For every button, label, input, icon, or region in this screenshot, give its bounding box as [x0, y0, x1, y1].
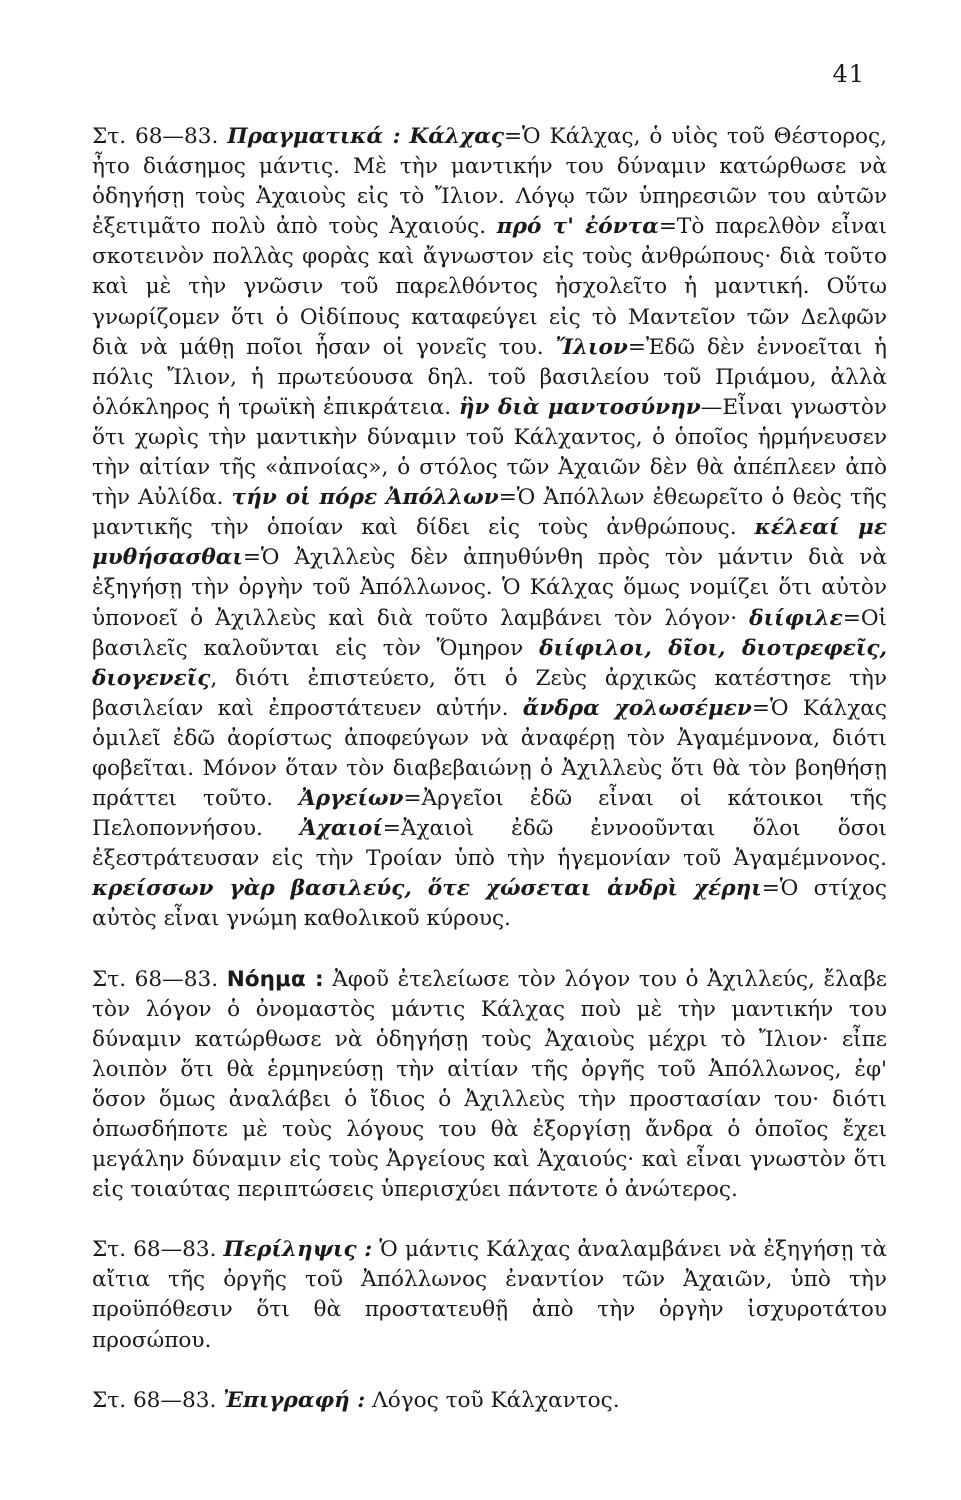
lemma-term: Ἀργείων — [298, 786, 404, 812]
lemma-term: διίφιλε — [749, 605, 843, 631]
lemma-term: κρείσσων γὰρ βασιλεύς, ὅτε χώσεται ἀνδρὶ χέρηι — [92, 876, 762, 902]
section-heading: Νόημα : — [226, 966, 324, 992]
body-text: , διότι ἐπιστεύετο, ὅτι ὁ Ζεὺς ἀρχικῶς κατέστησε τὴν βασιλείαν καὶ ἐπροστάτευεν αὐτήν. — [92, 665, 887, 721]
body-text: Στ. 68—83. — [92, 966, 227, 992]
body-text: Λόγος τοῦ Κάλχαντος. — [365, 1387, 620, 1413]
body-text: Ἀφοῦ ἐτελείωσε τὸν λόγον του ὁ Ἀχιλλεύς, ἔλαβε τὸν λόγον ὁ ὀνομαστὸς μάντις Κάλχας ποὺ μὲ τὴν μαντικήν του δύναμιν κατώρθωσε νὰ ὁδηγήσῃ τοὺς Ἀχαιοὺς μέχρι τὸ Ἴλιον· εἶπε λοιπὸν ὅτι θὰ ἑρμηνεύσῃ τὴν αἰτίαν τῆς ὀργῆς τοῦ Ἀπόλλωνος, ἐφ' ὅσον ὅμως ἀναλάβει ὁ ἴδιος ὁ Ἀχιλλεὺς τὴν προστασίαν του· διότι ὁπωσδήποτε μὲ τοὺς λόγους του θὰ ἐξοργίσῃ ἄνδρα ὁ ὁποῖος ἔχει μεγάλην δύναμιν εἰς τοὺς Ἀργείους καὶ Ἀχαιούς· καὶ εἶναι γνωστὸν ὅτι εἰς τοιαύτας περιπτώσεις ὑπερισχύει πάντοτε ὁ ἀνώτερος. — [92, 966, 887, 1203]
body-text: Ὁ μάντις Κάλχας ἀναλαμβάνει νὰ ἐξηγήσῃ τὰ αἴτια τῆς ὀργῆς τοῦ Ἀπόλλωνος ἐναντίον τῶν Ἀχαιῶν, ὑπὸ τὴν προϋπόθεσιν ὅτι θὰ προστατευθῇ ἀπὸ τὴν ὀργὴν ἰσχυροτάτου προσώπου. — [92, 1237, 887, 1353]
body-text: =Ὁ Ἀπόλλων ἐθεωρεῖτο ὁ θεὸς τῆς μαντικῆς τὴν ὁποίαν καὶ δίδει εἰς τοὺς ἀνθρώπους. — [92, 485, 887, 541]
paragraph-perilipsis — [92, 1235, 887, 1355]
lemma-term: Κάλχας — [409, 124, 504, 149]
section-heading: Πραγματικά : — [227, 124, 401, 149]
lemma-term: ἄνδρα χολωσέμεν — [522, 695, 752, 721]
page-number: 41 — [832, 60, 865, 88]
section-heading: Ἐπιγραφή : — [223, 1387, 366, 1413]
lemma-term: πρό τ' ἐόντα — [496, 214, 659, 240]
lemma-term: κέλεαί με μυθήσασθαι — [92, 515, 887, 571]
paragraph-epigrafi — [92, 1386, 887, 1416]
body-text: Στ. 68—83. — [92, 1387, 224, 1413]
paragraph-noima — [92, 965, 887, 1206]
body-text: =Τὸ παρελθὸν εἶναι σκοτεινὸν πολλὰς φορὰς καὶ ἄγνωστον εἰς τοὺς ἀνθρώπους· διὰ τοῦτο καὶ μὲ τὴν γνῶσιν τοῦ παρελθόντος ἠσχολεῖτο ἡ μαντική. Οὕτω γνωρίζομεν ὅτι ὁ Οἰδίπους καταφεύγει εἰς τὸ Μαντεῖον τῶν Δελφῶν διὰ νὰ μάθῃ ποῖοι ἦσαν οἱ γονεῖς του. — [92, 214, 887, 360]
lemma-term: τήν οἱ πόρε Ἀπόλλων — [231, 485, 499, 511]
body-text: Στ. 68—83. — [92, 1237, 224, 1263]
paragraph-pragmatika — [92, 122, 887, 935]
body-text: =Ὁ Ἀχιλλεὺς δὲν ἀπηυθύνθη πρὸς τὸν μάντιν διὰ νὰ ἐξηγήσῃ τὴν ὀργὴν τοῦ Ἀπόλλωνος. Ὁ Κάλχας ὅμως νομίζει ὅτι αὐτὸν ὑπονοεῖ ὁ Ἀχιλλεὺς καὶ διὰ τοῦτο λαμβάνει τὸν λόγον· — [92, 545, 887, 631]
body-text: —Εἶναι γνωστὸν ὅτι χωρὶς τὴν μαντικὴν δύναμιν τοῦ Κάλχαντος, ὁ ὁποῖος ἡρμήνευσεν τὴν αἰτίαν τῆς «ἀπνοίας», ὁ στόλος τῶν Ἀχαιῶν δὲν θὰ ἀπέπλεεν ἀπὸ τὴν Αὐλίδα. — [92, 394, 888, 511]
body-text: =Ὁ στίχος αὐτὸς εἶναι γνώμη καθολικοῦ κύρους. — [92, 876, 887, 932]
lemma-term: Ἀχαιοί — [299, 816, 383, 842]
body-text: =Ἀχαιοὶ ἐδῶ ἐννοοῦνται ὅλοι ὅσοι ἐξεστράτευσαν εἰς τὴν Τροίαν ὑπὸ τὴν ἡγεμονίαν τοῦ Ἀγαμέμνονος. — [92, 816, 888, 872]
lemma-term: Ἴλιον — [555, 334, 628, 360]
lemma-term: ἣν διὰ μαντοσύνην — [458, 394, 701, 420]
body-text: =Οἱ βασιλεῖς καλοῦνται εἰς τὸν Ὅμηρον — [92, 605, 887, 661]
body-text: =Ἀργεῖοι ἐδῶ εἶναι οἱ κάτοικοι τῆς Πελοποννήσου. — [92, 786, 887, 842]
body-text: =Ὁ Κάλχας ὁμιλεῖ ἐδῶ ἀορίστως ἀποφεύγων νὰ ἀναφέρῃ τὸν Ἀγαμέμνονα, διότι φοβεῖται. Μόνον ὅταν τὸν διαβεβαιώνῃ ὁ Ἀχιλλεὺς ὅτι θὰ τὸν βοηθήσῃ πράττει τοῦτο. — [92, 695, 887, 812]
section-heading: Περίληψις : — [223, 1237, 373, 1263]
lemma-term: διίφιλοι, δῖοι, διοτρεφεῖς, διογενεῖς — [92, 635, 888, 691]
body-text: =Ἐδῶ δὲν ἐννοεῖται ἡ πόλις Ἴλιον, ἡ πρωτεύουσα δηλ. τοῦ βασιλείου τοῦ Πριάμου, ἀλλὰ ὁλόκληρος ἡ τρωϊκὴ ἐπικράτεια. — [92, 334, 887, 420]
page-content — [92, 122, 887, 1416]
body-text: Στ. 68—83. — [92, 124, 228, 149]
body-text: =Ὁ Κάλχας, ὁ υἱὸς τοῦ Θέστορος, ἦτο διάσημος μάντις. Μὲ τὴν μαντικήν του δύναμιν κατώρθωσε νὰ ὁδηγήσῃ τοὺς Ἀχαιοὺς εἰς τὸ Ἴλιον. Λόγῳ τῶν ὑπηρεσιῶν του αὐτῶν ἐξετιμᾶτο πολὺ ἀπὸ τοὺς Ἀχαιούς. — [92, 124, 887, 240]
